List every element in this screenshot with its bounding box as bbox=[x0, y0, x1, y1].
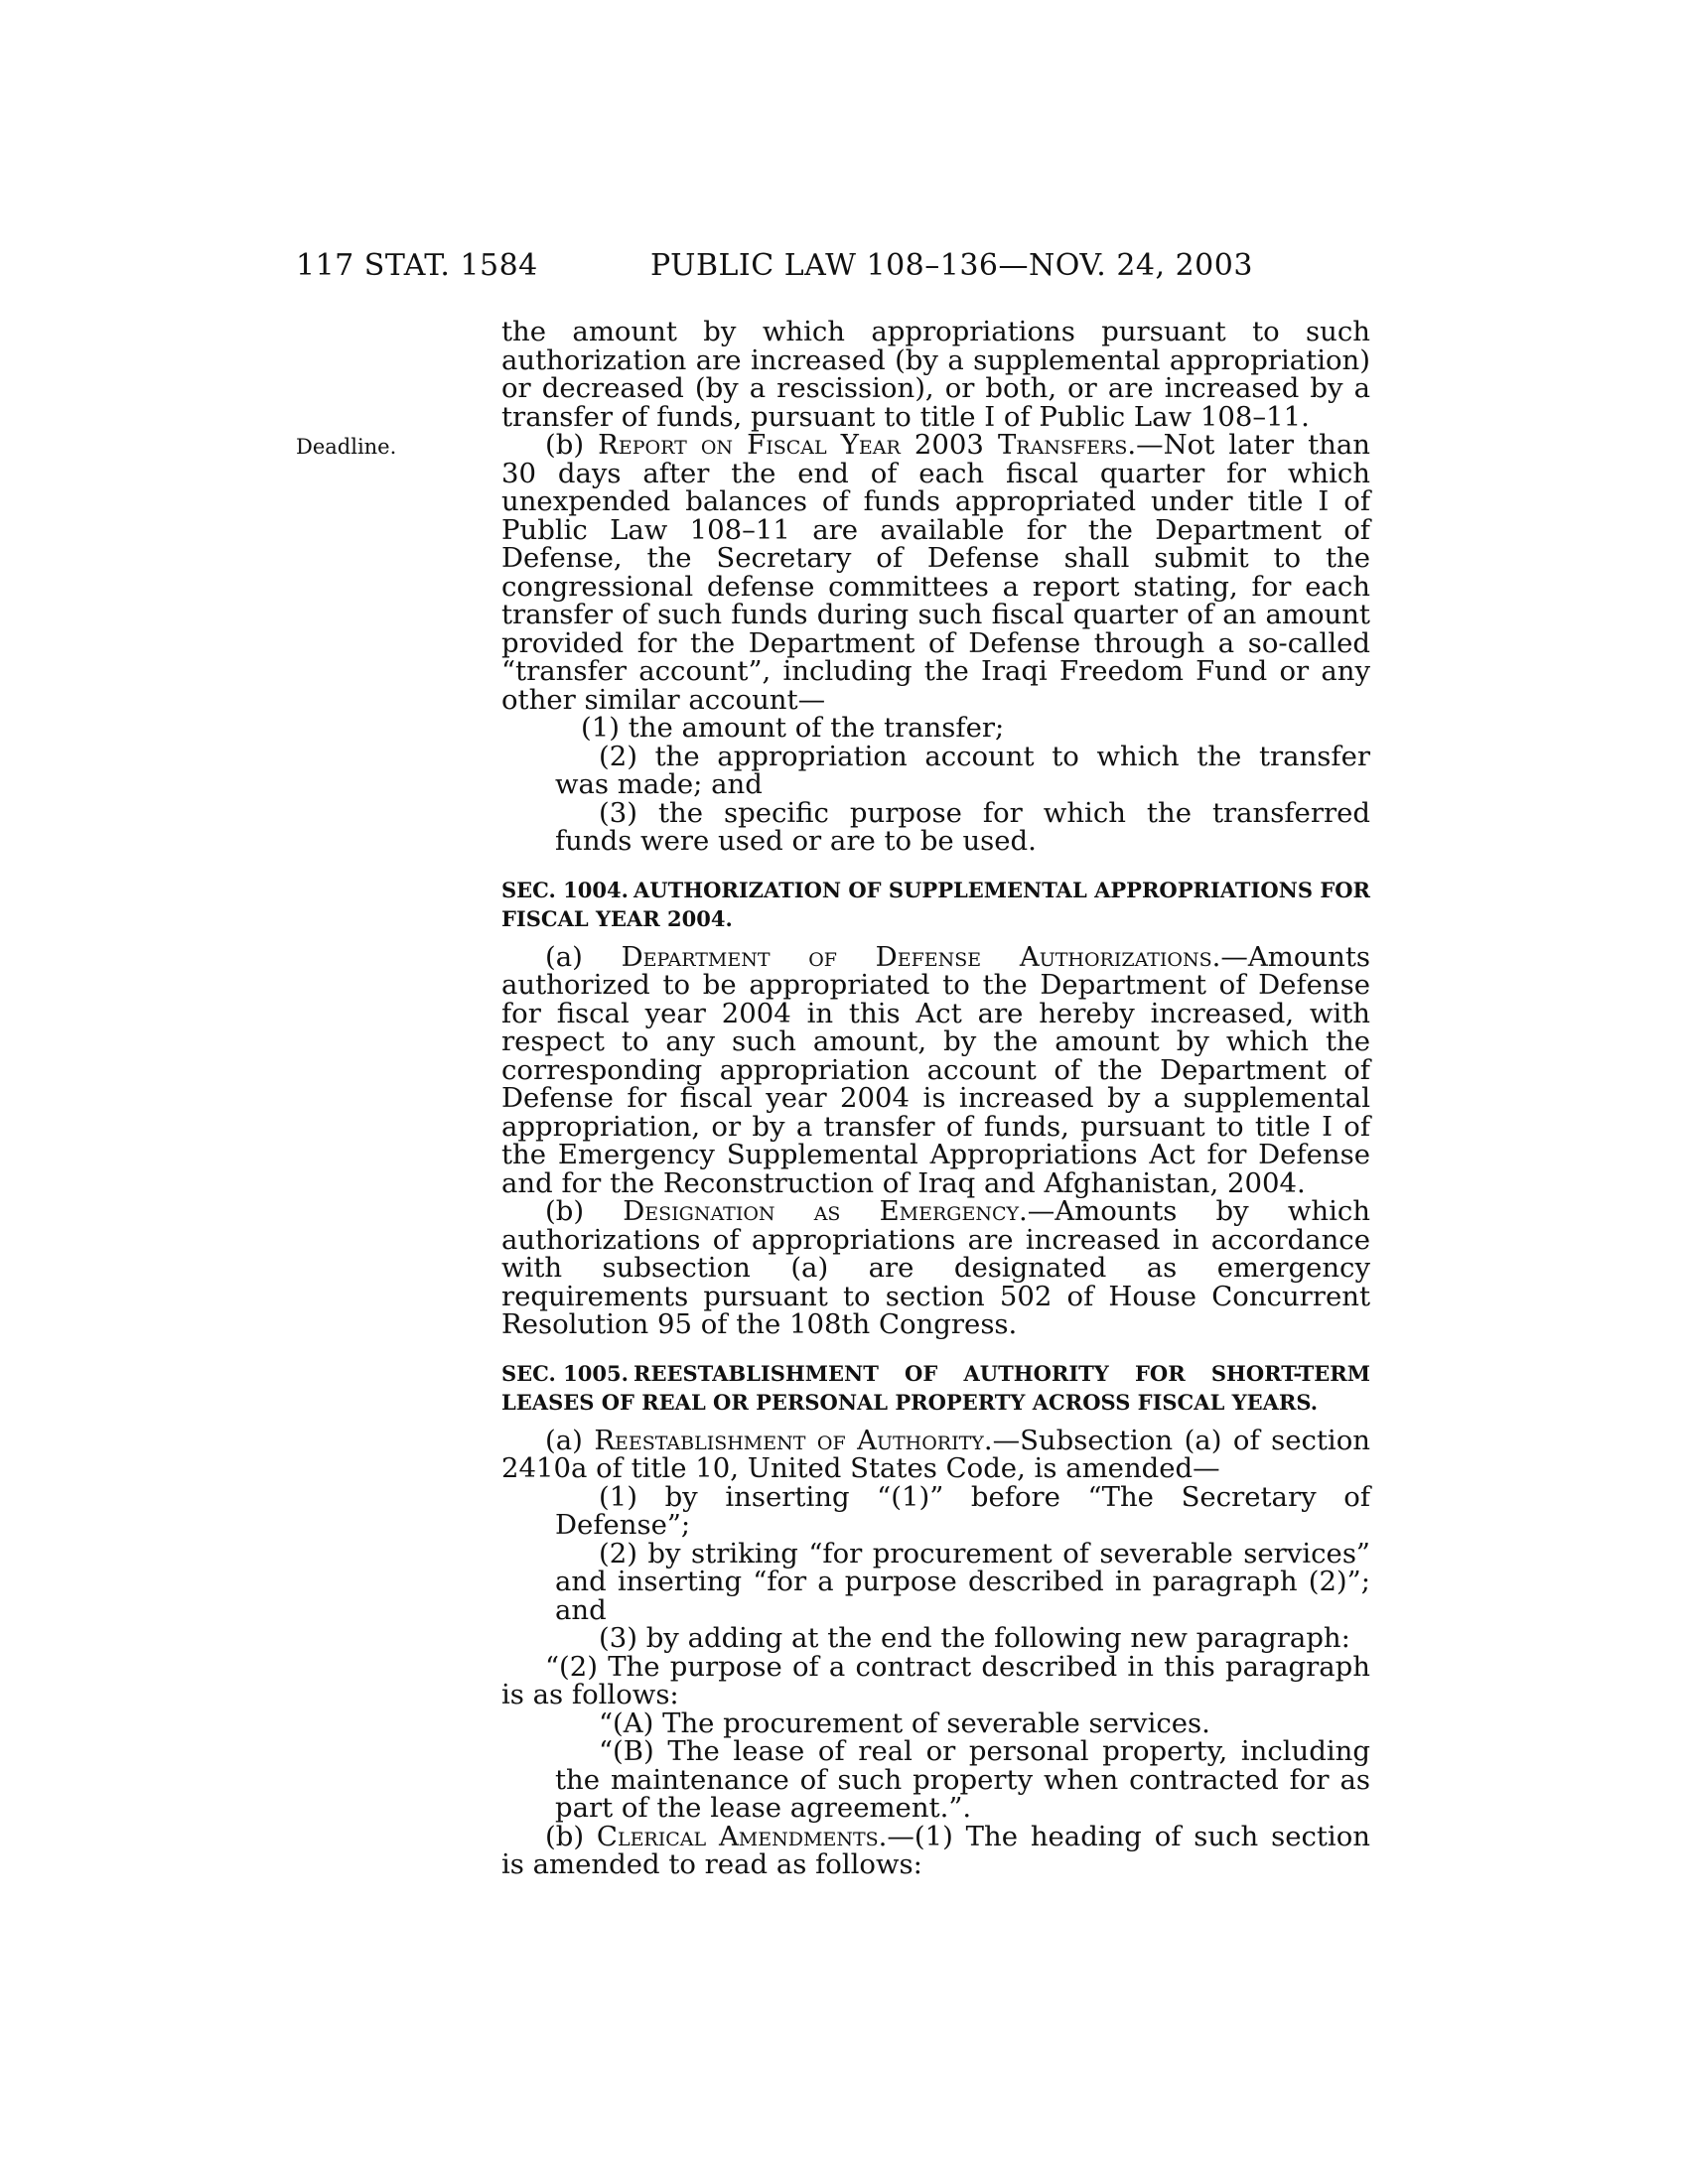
list-item: (1) by inserting “(1)” before “The Secretary of Defense”; bbox=[555, 1480, 1370, 1541]
subsection-text: —Subsection (a) of section 2410a of title 10, United States Code, is amended— bbox=[501, 1424, 1370, 1484]
document-body bbox=[501, 318, 1370, 1879]
running-head-public-law: PUBLIC LAW 108–136—NOV. 24, 2003 bbox=[650, 248, 1253, 283]
list-item bbox=[555, 740, 1370, 800]
section-title: AUTHORIZATION OF SUPPLEMENTAL APPROPRIATIONS FOR FISCAL YEAR 2004. bbox=[501, 877, 1370, 931]
paragraph-dod-authorizations bbox=[501, 940, 1370, 1199]
subsection-text: —Amounts by which authorizations of appropriations are increased in accordance with subsection (a) are designated as emergency requirements pursuant to section 502 of House Concurrent Resolution 95 of the 108th Congress. bbox=[501, 1195, 1370, 1340]
subsection-text: —Amounts authorized to be appropriated to the Department of Defense for fiscal year 2004 in this Act are hereby increased, with respect to any such amount, by the amount by which the corresponding appropriation account of the Department of Defense for fiscal year 2004 is increased by a supplemental appropriation, or by a transfer of funds, pursuant to title I of the Emergency Supplemental Appropriations Act for Defense and for the Reconstruction of Iraq and Afghanistan, 2004. bbox=[501, 940, 1370, 1199]
subsection-marker: (a) bbox=[545, 940, 622, 973]
page-header bbox=[0, 248, 1688, 288]
subsection-text: —Not later than 30 days after the end of each fiscal quarter for which unexpended balances of funds appropriated under title I of Public Law 108–11 are available for the Department of Defense, the Secretary of Defense shall submit to the congressional defense committees a report stating, for each transfer of such funds during such fiscal quarter of an amount provided for the Department of Defense through a so-called “transfer account”, including the Iraqi Freedom Fund or any other similar account— bbox=[501, 429, 1370, 716]
subsection-marker: (b) bbox=[545, 429, 599, 461]
paragraph-report-fy2003-transfers bbox=[501, 431, 1370, 714]
margin-note-deadline: Deadline. bbox=[296, 435, 397, 459]
paragraph-reestablishment-authority bbox=[501, 1424, 1370, 1484]
list-item: “(B) The lease of real or personal property, including the maintenance of such property when contracted for as part of the lease agreement.”. bbox=[555, 1735, 1370, 1824]
section-number: SEC. 1004. bbox=[501, 877, 629, 902]
subsection-marker: (b) bbox=[545, 1195, 624, 1227]
subsection-heading: Clerical Amendments. bbox=[596, 1820, 888, 1852]
paragraph-quoted-purpose: “(2) The purpose of a contract described in this paragraph is as follows: bbox=[501, 1650, 1370, 1710]
section-title: REESTABLISHMENT OF AUTHORITY FOR SHORT-TERM LEASES OF REAL OR PERSONAL PROPERTY ACROSS FISCAL YEARS. bbox=[501, 1360, 1370, 1415]
subsection-heading: Designation as Emergency. bbox=[623, 1195, 1028, 1227]
list-item: (1) the amount of the transfer; bbox=[581, 712, 1005, 744]
list-item-text: (2) the appropriation account to which the transfer was made; and bbox=[555, 740, 1370, 800]
subsection-text: —(1) The heading of such section is amended to read as follows: bbox=[501, 1820, 1370, 1880]
list-item: (3) by adding at the end the following new paragraph: bbox=[599, 1622, 1350, 1654]
section-heading-1004 bbox=[501, 876, 1370, 933]
subsection-heading: Report on Fiscal Year 2003 Transfers. bbox=[598, 429, 1137, 461]
paragraph-designation-emergency bbox=[501, 1197, 1370, 1339]
section-heading-1005 bbox=[501, 1359, 1370, 1417]
list-item: (3) the specific purpose for which the transferred funds were used or are to be used. bbox=[555, 796, 1370, 857]
section-number: SEC. 1005. bbox=[501, 1360, 629, 1386]
statute-page-number: 117 STAT. 1584 bbox=[296, 248, 538, 283]
paragraph-continuation: the amount by which appropriations pursuant to such authorization are increased (by a supplemental appropriation) or decreased (by a rescission), or both, or are increased by a transfer of funds, pursuant to title I of Public Law 108–11. bbox=[501, 316, 1370, 433]
subsection-marker: (b) bbox=[545, 1820, 597, 1852]
subsection-heading: Reestablishment of Authority. bbox=[594, 1424, 993, 1456]
paragraph-clerical-amendments bbox=[501, 1820, 1370, 1880]
list-item: (2) by striking “for procurement of severable services” and inserting “for a purpose described in paragraph (2)”; and bbox=[555, 1537, 1370, 1626]
subsection-marker: (a) bbox=[545, 1424, 595, 1456]
subsection-heading: Department of Defense Authorizations. bbox=[621, 940, 1221, 973]
list-item: “(A) The procurement of severable services. bbox=[599, 1706, 1210, 1739]
